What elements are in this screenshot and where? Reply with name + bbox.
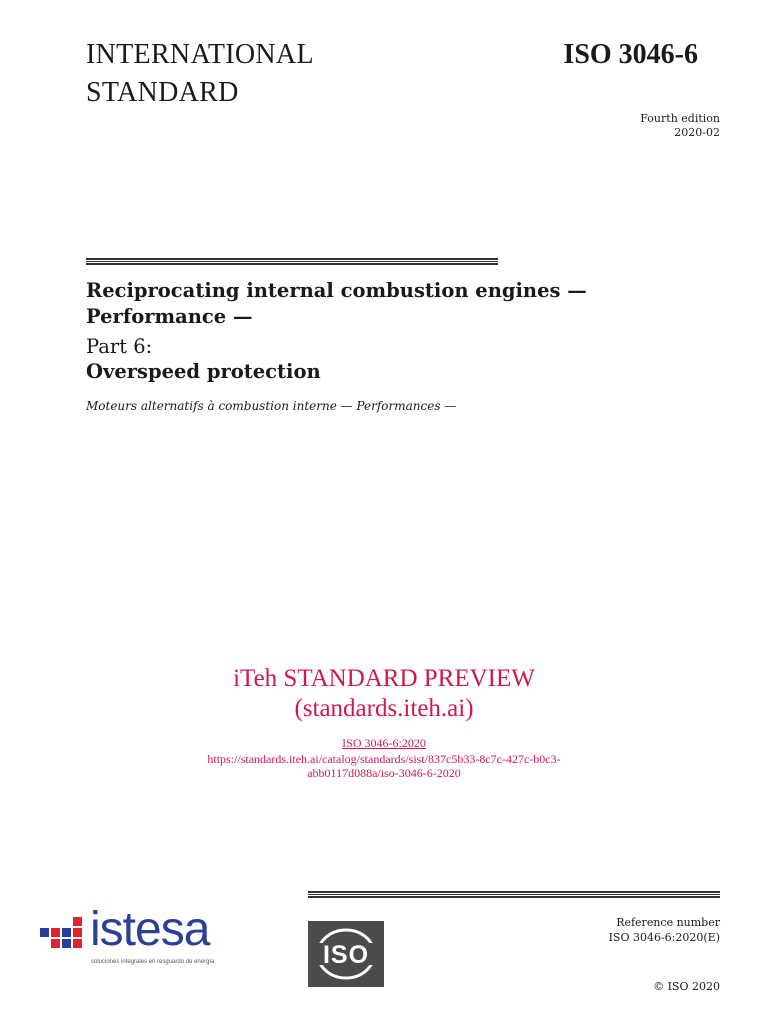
- part-title: Overspeed protection: [86, 360, 321, 383]
- part-label: Part 6:: [86, 335, 153, 358]
- iso-logo-text: ISO: [322, 941, 370, 969]
- copyright-notice: © ISO 2020: [653, 980, 720, 993]
- edition-block: [640, 112, 720, 140]
- reference-number: ISO 3046-6:2020(E): [608, 931, 720, 944]
- watermark-heading: iTeh STANDARD PREVIEW: [233, 665, 535, 692]
- document-type: [86, 36, 314, 112]
- reference-label: Reference number: [616, 916, 720, 929]
- iso-logo: [308, 921, 384, 987]
- istesa-logo: [38, 903, 218, 970]
- french-title: Moteurs alternatifs à combustion interne — Performances —: [86, 399, 457, 413]
- standard-number: ISO 3046-6: [563, 39, 698, 70]
- watermark-url-line2[interactable]: abb0117d088a/iso-3046-6-2020: [307, 766, 461, 780]
- istesa-wordmark: istesa: [90, 903, 210, 956]
- watermark-link[interactable]: ISO 3046-6:2020: [342, 736, 426, 750]
- edition-date: 2020-02: [674, 126, 720, 139]
- document-type-line2: STANDARD: [86, 77, 239, 108]
- top-divider: [86, 258, 498, 265]
- document-title: Reciprocating internal combustion engines — Performance —: [86, 279, 587, 328]
- istesa-squares-icon: [38, 908, 88, 958]
- bottom-divider: [308, 891, 720, 898]
- reference-block: [609, 915, 720, 945]
- istesa-tagline: soluciones integrales en resguardo de energía: [91, 959, 215, 965]
- watermark-url-line1[interactable]: https://standards.iteh.ai/catalog/standards/sist/837c5b33-8c7c-427c-b0c3-: [207, 752, 561, 766]
- watermark-site: (standards.iteh.ai): [294, 695, 474, 722]
- document-type-line1: INTERNATIONAL: [86, 39, 314, 70]
- edition-label: Fourth edition: [640, 112, 720, 125]
